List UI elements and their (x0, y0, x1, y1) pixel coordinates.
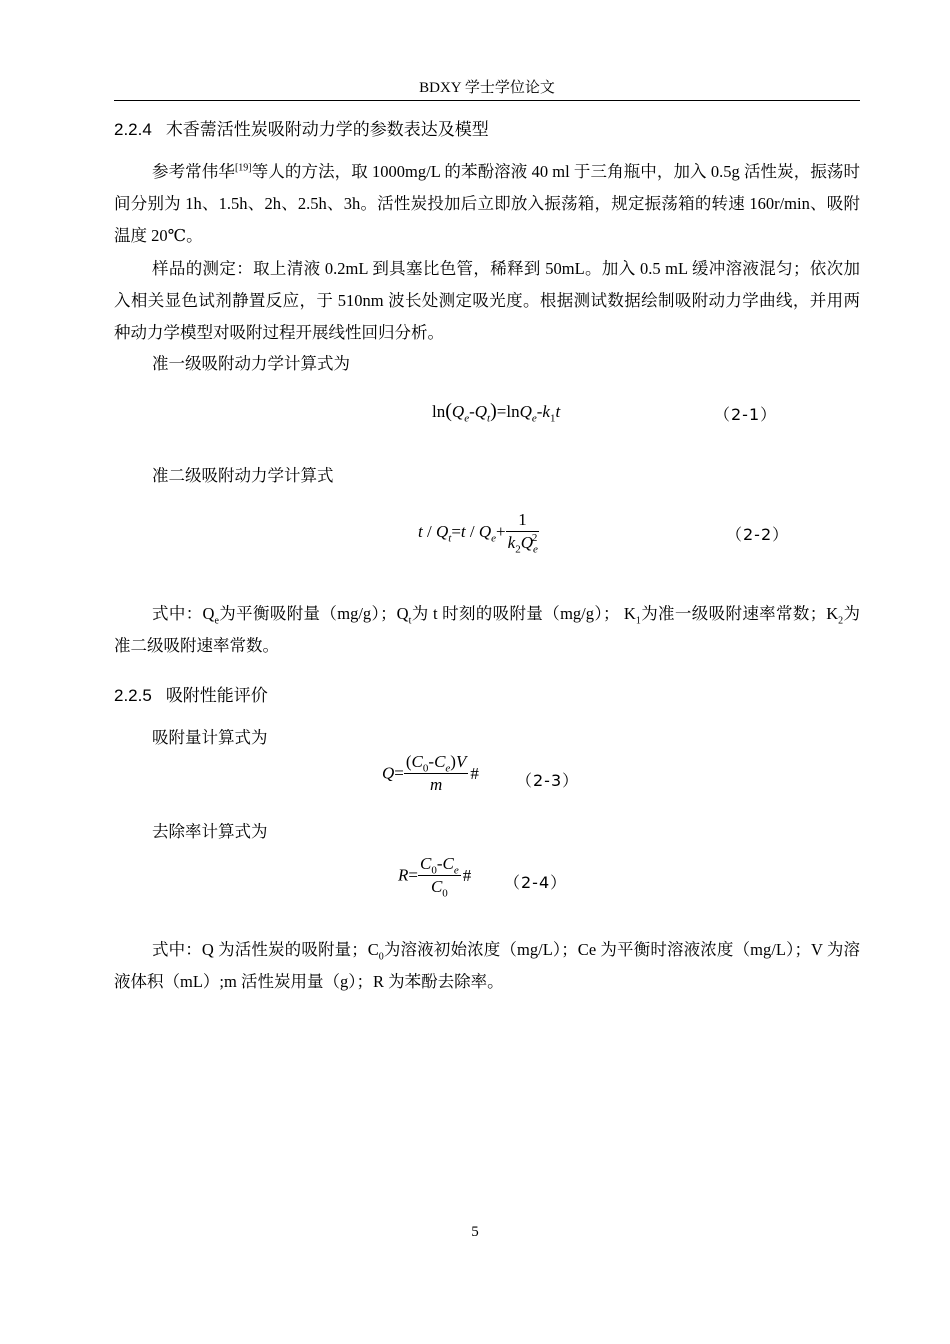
subscript: 0 (378, 951, 384, 963)
section-heading-2-2-4 (114, 118, 489, 142)
equation-2-2: $t / Q_t=t / Q_e+$ $\frac{1}{k_2Q_e^2}$ (418, 510, 538, 556)
subscript: 2 (838, 615, 844, 627)
section-heading-2-2-5 (114, 684, 268, 708)
equation-number-2-2: （2-2） (726, 525, 790, 544)
citation-ref: [19] (234, 162, 252, 174)
paragraph-measurement: 样品的测定：取上清液 0.2mL 到具塞比色管，稀释到 50mL。加入 0.5 mL 缓冲溶液混匀；依次加入相关显色试剂静置反应，于 510nm 波长处测定吸光度。根据测试数据绘制吸附动力学曲线，并用两种动力学模型对吸附过程开展线性回归分析。 (114, 259, 860, 342)
subscript: 1 (635, 615, 641, 627)
symbol-text: 为溶液初始浓度（mg/L）；Ce 为平衡时溶液浓度（mg/L）；V 为溶液体积（mL）;m 活性炭用量（g）；R 为苯酚去除率。 (114, 940, 860, 991)
equation-tag: # (470, 763, 479, 783)
symbol-text: 为 t 时刻的吸附量（mg/g）； K (411, 604, 636, 623)
subscript: e (214, 615, 219, 627)
paragraph-symbols-225 (114, 934, 860, 998)
equation-number-2-1: （2-1） (714, 405, 778, 424)
page-number: 5 (471, 1224, 479, 1240)
symbol-text: 为准二级吸附速率常数。 (114, 604, 861, 655)
equation-2-1: $\ln(Q_e-Q_t)=\ln Q_e-k_1t$ (432, 400, 561, 425)
equation-tag: # (462, 865, 472, 885)
section-number: 2.2.4 (114, 120, 152, 139)
running-header: BDXY 学士学位论文 (419, 80, 555, 96)
subscript: t (408, 615, 412, 627)
symbol-text: 为平衡吸附量（mg/g）；Q (218, 604, 409, 623)
symbol-text: 式中：Q 为活性炭的吸附量；C (152, 940, 379, 959)
symbol-text: 式中：Q (152, 604, 215, 623)
eq2-intro: 准二级吸附动力学计算式 (152, 466, 334, 485)
equation-number-2-4: （2-4） (504, 873, 568, 892)
section-number: 2.2.5 (114, 686, 152, 705)
symbol-text: 为准一级吸附速率常数；K (640, 604, 839, 623)
equation-2-4: R= $\frac{C_0-C_e}{C_0}$ # (398, 854, 472, 900)
equation-number-2-3: （2-3） (516, 771, 580, 790)
header-rule (114, 100, 860, 101)
paragraph-text: 等人的方法，取 1000mg/L 的苯酚溶液 40 ml 于三角瓶中，加入 0.5g 活性炭，振荡时间分别为 1h、1.5h、2h、2.5h、3h。活性炭投加后立即放入振荡箱，规定振荡箱的转速 160r/min、吸附温度 20℃。 (114, 162, 860, 245)
equation-2-3: Q= $\frac{(C_0-C_e)V}{m}$ # (382, 752, 479, 794)
eq1-intro: 准一级吸附动力学计算式为 (152, 354, 350, 373)
eq3-intro: 吸附量计算式为 (152, 728, 268, 747)
paragraph-method (114, 156, 860, 252)
paragraph-text: 参考常伟华 (152, 162, 235, 181)
section-title: 木香薷活性炭吸附动力学的参数表达及模型 (165, 120, 489, 140)
section-title: 吸附性能评价 (165, 686, 268, 706)
eq4-intro: 去除率计算式为 (152, 822, 268, 841)
paragraph-symbols-224 (114, 598, 860, 662)
